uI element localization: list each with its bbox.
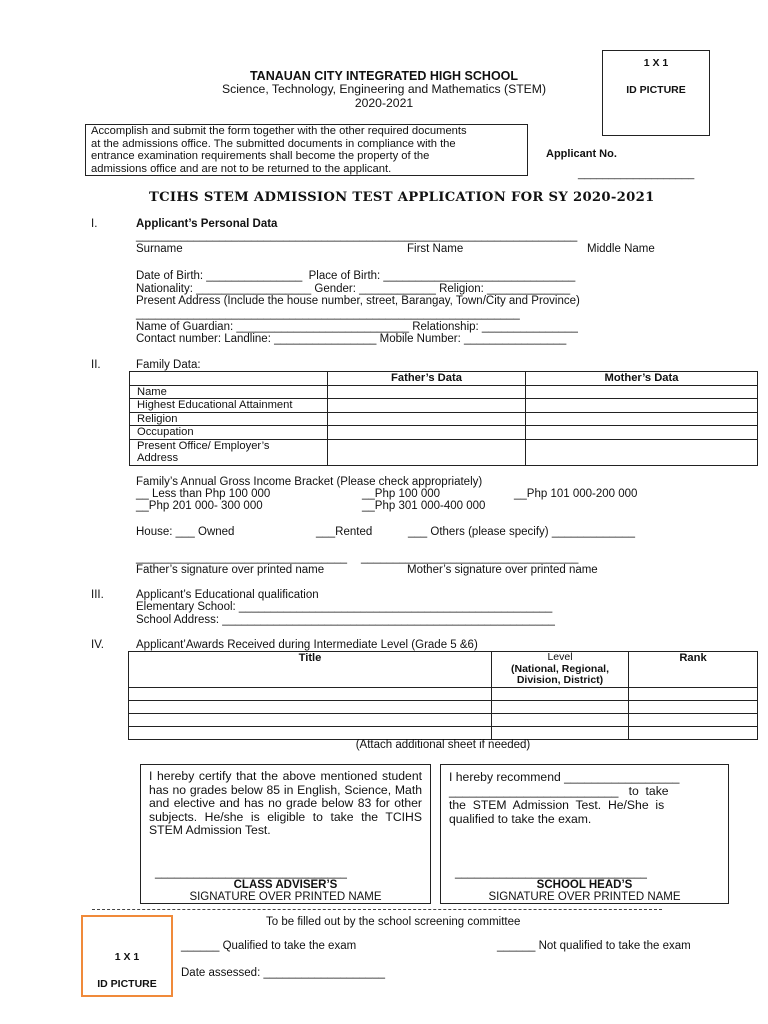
father-signature-line[interactable]: _________________________________ bbox=[136, 552, 348, 564]
income-option-4[interactable]: __Php 201 000- 300 000 bbox=[136, 500, 263, 512]
head-recommend-line-4: qualified to take the exam. bbox=[449, 812, 592, 826]
award-cell[interactable] bbox=[492, 700, 629, 713]
first-name-label: First Name bbox=[407, 243, 464, 255]
award-cell[interactable] bbox=[129, 700, 492, 713]
birth-line[interactable]: Date of Birth: _______________ Place of Birth: ______________________________ bbox=[136, 270, 576, 282]
house-owned[interactable]: House: ___ Owned bbox=[136, 526, 235, 538]
nationality-line[interactable]: Nationality: __________________ Gender: ____________ Religion: _____________ bbox=[136, 283, 571, 295]
table-row bbox=[130, 385, 758, 399]
date-assessed-line[interactable]: Date assessed: ___________________ bbox=[181, 967, 385, 979]
father-cell[interactable] bbox=[328, 439, 526, 465]
school-year: 2020-2021 bbox=[354, 96, 414, 110]
contact-line[interactable]: Contact number: Landline: ________________ Mobile Number: ________________ bbox=[136, 333, 567, 345]
class-adviser-box bbox=[140, 764, 431, 904]
award-cell[interactable] bbox=[629, 687, 758, 700]
table-row bbox=[129, 713, 758, 726]
family-row-label: Highest Educational Attainment bbox=[130, 399, 328, 413]
award-cell[interactable] bbox=[129, 687, 492, 700]
address-line[interactable]: ____________________________________________________________ bbox=[136, 308, 520, 320]
full-name-line[interactable]: _____________________________________________________________________ bbox=[136, 230, 578, 242]
income-option-1[interactable]: __ Less than Php 100 000 bbox=[136, 488, 271, 500]
awards-col-rank: Rank bbox=[629, 652, 758, 688]
mother-signature-line[interactable]: __________________________________ bbox=[361, 552, 579, 564]
section2-numeral: II. bbox=[91, 359, 101, 371]
award-cell[interactable] bbox=[629, 700, 758, 713]
awards-col-level-sub2: Division, District) bbox=[516, 674, 604, 686]
mother-cell[interactable] bbox=[526, 399, 758, 413]
school-address-line[interactable]: School Address: ____________________________________________________ bbox=[136, 614, 555, 626]
family-row-label: Occupation bbox=[130, 426, 328, 440]
head-recommend-line-3: the STEM Admission Test. He/She is bbox=[449, 798, 665, 812]
program-name: Science, Technology, Engineering and Mathematics (STEM) bbox=[221, 82, 547, 96]
mother-cell[interactable] bbox=[526, 426, 758, 440]
award-cell[interactable] bbox=[492, 687, 629, 700]
head-recommend-line[interactable]: I hereby recommend _________________ bbox=[449, 770, 680, 784]
mother-cell[interactable] bbox=[526, 412, 758, 426]
family-data-table bbox=[129, 371, 758, 466]
family-col-father: Father’s Data bbox=[328, 372, 526, 386]
head-signature-label: SIGNATURE OVER PRINTED NAME bbox=[488, 891, 681, 903]
father-cell[interactable] bbox=[328, 426, 526, 440]
notice-line: Accomplish and submit the form together with the other required documents bbox=[91, 125, 467, 137]
table-row bbox=[129, 687, 758, 700]
id-picture-label: ID PICTURE bbox=[626, 84, 686, 96]
mother-cell[interactable] bbox=[526, 439, 758, 465]
not-qualified-option[interactable]: ______ Not qualified to take the exam bbox=[497, 940, 691, 952]
awards-col-title: Title bbox=[129, 652, 492, 688]
section2-heading: Family Data: bbox=[136, 359, 201, 371]
id-picture-label: ID PICTURE bbox=[97, 978, 157, 990]
award-cell[interactable] bbox=[629, 726, 758, 739]
awards-col-level-sub1: (National, Regional, bbox=[510, 662, 609, 675]
notice-line: at the admissions office. The submitted documents in compliance with the bbox=[91, 137, 456, 150]
table-row bbox=[130, 426, 758, 440]
adviser-certification-text: I hereby certify that the above mentioned student has no grades below 85 in English, Science, Math and elective and has no grade below 83 for other subjects. He/she is eligible to take the TCIHS STEM Admission Test. bbox=[149, 769, 422, 838]
award-cell[interactable] bbox=[129, 713, 492, 726]
house-rented[interactable]: ___Rented bbox=[316, 526, 373, 538]
school-head-box bbox=[440, 764, 729, 904]
qualified-option[interactable]: ______ Qualified to take the exam bbox=[181, 940, 357, 952]
section1-numeral: I. bbox=[91, 218, 98, 230]
form-title: TCIHS STEM ADMISSION TEST APPLICATION FOR SY 2020-2021 bbox=[149, 190, 655, 205]
id-picture-box-top bbox=[602, 50, 710, 136]
surname-label: Surname bbox=[136, 243, 183, 255]
notice-box bbox=[85, 124, 528, 176]
address-label: Present Address (Include the house number, street, Barangay, Town/City and Province) bbox=[136, 295, 580, 307]
guardian-line[interactable]: Name of Guardian: ___________________________ Relationship: _______________ bbox=[136, 321, 578, 333]
father-cell[interactable] bbox=[328, 412, 526, 426]
section1-heading: Applicant’s Personal Data bbox=[136, 218, 278, 230]
family-col-mother: Mother’s Data bbox=[526, 372, 758, 386]
family-row-label: Religion bbox=[130, 412, 328, 426]
applicant-no-line[interactable]: ___________________ bbox=[578, 168, 695, 180]
family-row-label: Present Office/ Employer’s Address bbox=[130, 439, 328, 465]
table-row bbox=[129, 700, 758, 713]
table-row bbox=[129, 726, 758, 739]
father-cell[interactable] bbox=[328, 385, 526, 399]
awards-col-level bbox=[492, 652, 629, 688]
father-cell[interactable] bbox=[328, 399, 526, 413]
elementary-school-line[interactable]: Elementary School: _________________________________________________ bbox=[136, 601, 553, 613]
family-col-blank bbox=[130, 372, 328, 386]
section4-heading: Applicant’Awards Received during Intermediate Level (Grade 5 &6) bbox=[136, 639, 478, 651]
middle-name-label: Middle Name bbox=[587, 243, 655, 255]
head-signature-line[interactable]: ______________________________ bbox=[455, 867, 647, 879]
table-row bbox=[130, 399, 758, 413]
family-row-label: Name bbox=[130, 385, 328, 399]
awards-col-level-label: Level bbox=[547, 651, 573, 663]
notice-line: entrance examination requirements shall become the property of the bbox=[91, 150, 430, 163]
mother-signature-label: Mother’s signature over printed name bbox=[407, 564, 598, 576]
head-title: SCHOOL HEAD’S bbox=[536, 879, 633, 891]
applicant-no-label: Applicant No. bbox=[546, 148, 617, 160]
notice-line: admissions office and are not to be returned to the applicant. bbox=[91, 162, 392, 175]
id-picture-size: 1 X 1 bbox=[114, 951, 140, 963]
mother-cell[interactable] bbox=[526, 385, 758, 399]
head-recommend-line-2[interactable]: _________________________ to take bbox=[449, 784, 669, 798]
income-option-2[interactable]: __Php 100 000 bbox=[362, 488, 441, 500]
adviser-signature-label: SIGNATURE OVER PRINTED NAME bbox=[189, 891, 382, 903]
table-row bbox=[130, 439, 758, 465]
section3-numeral: III. bbox=[91, 589, 104, 601]
adviser-title: CLASS ADVISER’S bbox=[233, 879, 338, 891]
award-cell[interactable] bbox=[629, 713, 758, 726]
school-name: TANAUAN CITY INTEGRATED HIGH SCHOOL bbox=[249, 69, 519, 83]
id-picture-box-bottom bbox=[81, 915, 173, 997]
adviser-signature-line[interactable]: ______________________________ bbox=[155, 867, 347, 879]
father-signature-label: Father’s signature over printed name bbox=[136, 564, 325, 576]
screening-label: To be filled out by the school screening committee bbox=[266, 916, 521, 928]
section3-heading: Applicant’s Educational qualification bbox=[136, 589, 319, 601]
section4-numeral: IV. bbox=[91, 639, 105, 651]
award-cell[interactable] bbox=[492, 713, 629, 726]
income-label: Family’s Annual Gross Income Bracket (Please check appropriately) bbox=[136, 476, 483, 488]
awards-table bbox=[128, 651, 758, 740]
id-picture-size: 1 X 1 bbox=[643, 57, 669, 69]
attach-note: (Attach additional sheet if needed) bbox=[355, 739, 531, 751]
income-option-5[interactable]: __Php 301 000-400 000 bbox=[362, 500, 486, 512]
house-others[interactable]: ___ Others (please specify) _____________ bbox=[408, 526, 635, 538]
award-cell[interactable] bbox=[492, 726, 629, 739]
table-row bbox=[130, 412, 758, 426]
cut-line bbox=[92, 909, 662, 910]
award-cell[interactable] bbox=[129, 726, 492, 739]
income-option-3[interactable]: __Php 101 000-200 000 bbox=[514, 488, 638, 500]
